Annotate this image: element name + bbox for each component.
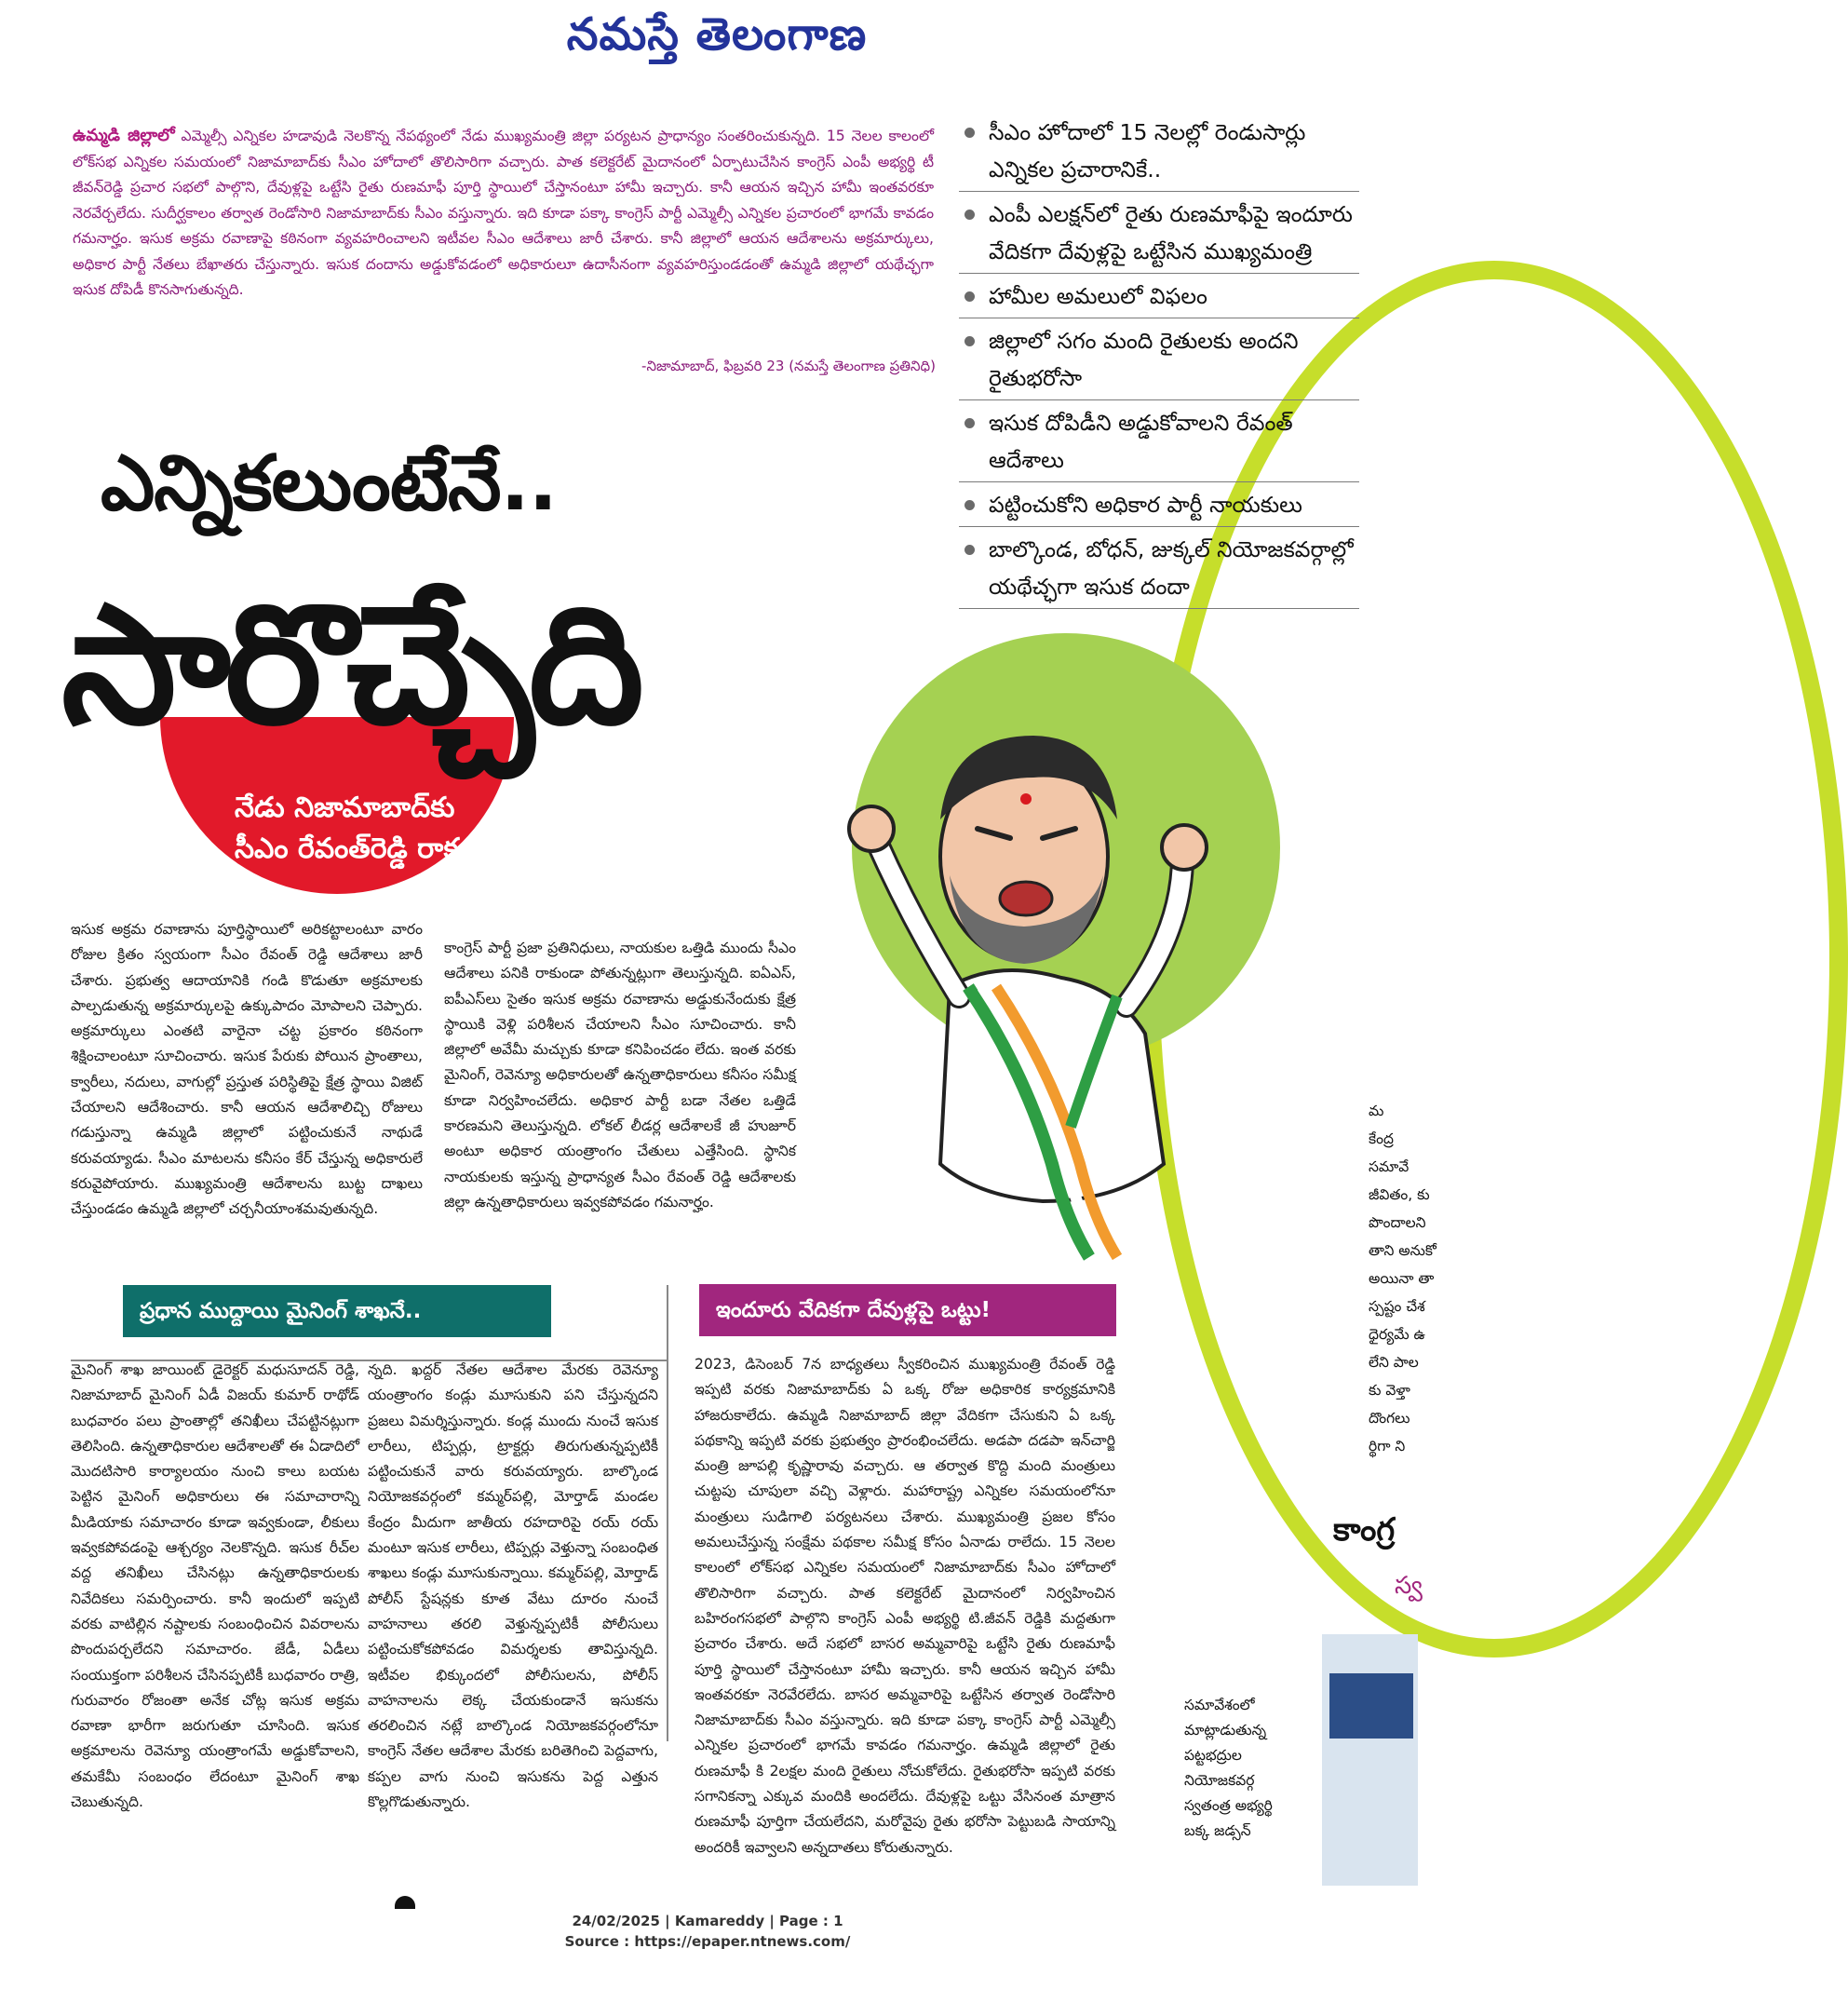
fragment-line: కేంద్ర [1369, 1130, 1394, 1147]
fragment-line: తాని అనుకో [1369, 1242, 1437, 1259]
fragment-line: అయినా తా [1369, 1270, 1435, 1287]
masthead-title: నమస్తే తెలంగాణ [566, 8, 868, 61]
dateline: -నిజామాబాద్, ఫిబ్రవరి 23 (నమస్తే తెలంగాణ ప్రతినిధి) [641, 358, 936, 374]
photo-caption: సమావేశంలో మాట్లాడుతున్న పట్టభద్రుల నియోజకవర్గ స్వతంత్ర అభ్యర్థి బక్క జడ్సన్ [1184, 1697, 1273, 1839]
subheadline [235, 788, 542, 870]
fragment-line: సమావే [1369, 1158, 1410, 1175]
headline-line-1: ఎన్నికలుంటేనే.. [101, 440, 557, 528]
fragment-line: దొంగలు [1369, 1410, 1410, 1427]
footer-source: Source : https://epaper.ntnews.com/ [564, 1933, 851, 1950]
highlight-item: సీఎం హోదాలో 15 నెలల్లో రెండుసార్లు ఎన్నికల ప్రచారానికే.. [959, 114, 1359, 192]
intro-lead: ఉమ్మడి జిల్లాలో [73, 126, 175, 145]
intro-paragraph [73, 123, 934, 304]
intro-body: ఎమ్మెల్సీ ఎన్నికల హడావుడి నెలకొన్న నేపథ్యంలో నేడు ముఖ్యమంత్రి జిల్లా పర్యటన ప్రాధాన్యం సంతరించుకున్నది. 15 నెలల కాలంలో లోక్‌సభ ఎన్నికల సమయంలో నిజామాబాద్‌కు సీఎం హోదాలో తొలిసారిగా వచ్చారు. పాత కలెక్టరేట్ మైదానంలో ఏర్పాటుచేసిన కాంగ్రెస్ ఎంపీ అభ్యర్థి టీ జీవన్‌రెడ్డి ప్రచార సభలో పాల్గొని, దేవుళ్లపై ఒట్టేసి రైతు రుణమాఫీ పూర్తి స్థాయిలో చేస్తానంటూ హామీ ఇచ్చారు. కానీ ఆయన ఇచ్చిన హామీ ఇంతవరకూ నెరవేర్చలేదు. సుదీర్ఘకాలం తర్వాత రెండోసారి నిజామాబాద్‌కు సీఎం వస్తున్నారు. ఇది కూడా పక్కా కాంగ్రెస్ పార్టీ ఎమ్మెల్సీ ఎన్నికల ప్రచారంలో భాగమే కావడం గమనార్హం. ఇసుక అక్రమ రవాణాపై కఠినంగా వ్యవహరించాలని ఇటీవల సీఎం ఆదేశాలు జారీ చేశారు. కానీ జిల్లాలో ఆయన ఆదేశాలను అక్రమార్కులు, అధికార పార్టీ నేతలు బేఖాతరు చేస్తున్నారు. ఇసుక దందాను అడ్డుకోవడంలో అధికారులూ ఉదాసీనంగా వ్యవహరిస్తుండడంతో ఉమ్మడి జిల్లాలో యథేచ్ఛగా ఇసుక దోపిడీ కొనసాగుతున్నది. [73, 128, 934, 298]
highlight-item: హామీల అమలులో విఫలం [959, 277, 1359, 318]
section-a-heading: ప్రధాన ముద్దాయి మైనింగ్ శాఖనే.. [123, 1285, 551, 1337]
event-photo [1322, 1634, 1418, 1886]
fragment-line: జీవితం, కు [1369, 1186, 1430, 1203]
highlight-item: పట్టించుకోని అధికార పార్టీ నాయకులు [959, 486, 1359, 527]
headline-line-2: సారొచ్చేది [61, 570, 639, 761]
page-footer [484, 1911, 931, 1952]
photo-banner [1329, 1673, 1413, 1739]
adjacent-story-subtitle: స్వ [1395, 1572, 1423, 1600]
subhead-line-2: సీఎం రేవంత్‌రెడ్డి రాక [235, 832, 459, 865]
subhead-line-1: నేడు నిజామాబాద్‌కు [235, 792, 455, 824]
fragment-line: స్పష్టం చేశ [1369, 1298, 1425, 1315]
fragment-line: మ [1369, 1103, 1384, 1119]
fragment-line: ధైర్యమే ఉ [1369, 1326, 1425, 1343]
column-divider [667, 1285, 668, 1741]
page-marker [395, 1896, 415, 1909]
article-column-1: ఇసుక అక్రమ రవాణాను పూర్తిస్థాయిలో అరికట్టాలంటూ వారం రోజుల క్రితం స్వయంగా సీఎం రేవంత్ రెడ్డి ఆదేశాలు జారీ చేశారు. ప్రభుత్వ ఆదాయానికి గండి కొడుతూ అక్రమాలకు పాల్పడుతున్న అక్రమార్కులపై ఉక్కుపాదం మోపాలని చెప్పారు. అక్రమార్కులు ఎంతటి వారైనా చట్ట ప్రకారం కఠినంగా శిక్షించాలంటూ సూచించారు. ఇసుక పేరుకు పోయిన ప్రాంతాలు, క్వారీలు, నదులు, వాగుల్లో ప్రస్తుత పరిస్థితిపై క్షేత్ర స్థాయి విజిట్ చేయాలని ఆదేశించారు. కానీ ఆయన ఆదేశాలిచ్చి రోజులు గడుస్తున్నా ఉమ్మడి జిల్లాలో పట్టించుకునే నాథుడే కరువయ్యాడు. సీఎం మాటలను కనీసం కేర్ చేస్తున్న అధికారులే కరువైపోయారు. ముఖ్యమంత్రి ఆదేశాలను బుట్ట దాఖలు చేస్తుండడం ఉమ్మడి జిల్లాలో చర్చనీయాంశమవుతున్నది. [71, 921, 423, 1218]
highlights-list [959, 114, 1359, 613]
highlight-item: బాల్కొండ, బోధన్, జుక్కల్ నియోజకవర్గాల్లో యథేచ్ఛగా ఇసుక దందా [959, 531, 1359, 609]
adjacent-story-title: కాంగ్ర [1333, 1511, 1396, 1549]
highlight-item: జిల్లాలో సగం మంది రైతులకు అందని రైతుభరోసా [959, 322, 1359, 400]
footer-edition: 24/02/2025 | Kamareddy | Page : 1 [572, 1913, 843, 1929]
adjacent-story-fragment [1369, 1097, 1437, 1460]
fragment-line: లేని పాల [1369, 1354, 1419, 1371]
section-a-column-2: న్నది. ఖద్దర్ నేతల ఆదేశాల మేరకు రెవెన్యూ యంత్రాంగం కండ్లు మూసుకుని పని చేస్తున్నదని ప్రజలు విమర్శిస్తున్నారు. కండ్ల ముందు నుంచే ఇసుక లారీలు, టిప్పర్లు, ట్రాక్టర్లు తిరుగుతున్నప్పటికీ పట్టించుకునే వారు కరువయ్యారు. బాల్కొండ నియోజకవర్గంలో కమ్మర్‌పల్లి, మోర్తాడ్ మండల కేంద్రం మీదుగా జాతీయ రహదారిపై రయ్ రయ్ మంటూ ఇసుక లారీలు, టిప్పర్లు వెళ్తున్నా సంబంధిత శాఖలు కండ్లు మూసుకున్నాయి. కమ్మర్‌పల్లి, మోర్తాడ్ పోలీస్ స్టేషన్లకు కూత వేటు దూరం నుంచే వాహనాలు తరలి వెళ్తున్నప్పటికీ పోలీసులు పట్టించుకోకపోవడం విమర్శలకు తావిస్తున్నది. ఇటీవల భిక్కుందలో పోలీసులను, పోలీస్ వాహనాలను లెక్క చేయకుండానే ఇసుకను తరలించిన నట్లే బాల్కొండ నియోజకవర్గంలోనూ కాంగ్రెస్ నేతల ఆదేశాల మేరకు బరితెగించి పెద్దవాగు, కప్పల వాగు నుంచి ఇసుకను పెద్ద ఎత్తున కొల్లగొడుతున్నారు. [368, 1361, 658, 1811]
highlight-item: ఇసుక దోపిడీని అడ్డుకోవాలని రేవంత్ ఆదేశాలు [959, 404, 1359, 482]
section-b-heading: ఇందూరు వేదికగా దేవుళ్లపై ఒట్టు! [699, 1284, 1116, 1336]
cartoon-illustration [810, 680, 1313, 1285]
fragment-line: ర్థిగా ని [1369, 1438, 1406, 1455]
article-column-2: కాంగ్రెస్ పార్టీ ప్రజా ప్రతినిధులు, నాయకుల ఒత్తిడి ముందు సీఎం ఆదేశాలు పనికి రాకుండా పోతున్నట్లుగా తెలుస్తున్నది. ఐఏఎస్, ఐపీఎస్‌లు సైతం ఇసుక అక్రమ రవాణాను అడ్డుకునేందుకు క్షేత్ర స్థాయికి వెళ్లి పరిశీలన చేయాలని సీఎం సూచించారు. కానీ జిల్లాలో అవేమీ మచ్చుకు కూడా కనిపించడం లేదు. ఇంత వరకు మైనింగ్, రెవెన్యూ అధికారులతో ఉన్నతాధికారులు కనీసం సమీక్ష కూడా నిర్వహించలేదు. అధికార పార్టీ బడా నేతల ఒత్తిడే కారణమని తెలుస్తున్నది. లోకల్ లీడర్ల ఆదేశాలకే జీ హుజూర్ అంటూ అధికార యంత్రాంగం చేతులు ఎత్తేసింది. స్థానిక నాయకులకు ఇస్తున్న ప్రాధాన్యత సీఎం రేవంత్ రెడ్డి ఆదేశాలకు జిల్లా ఉన్నతాధికారులు ఇవ్వకపోవడం గమనార్హం. [444, 940, 796, 1211]
fragment-line: కు వెళ్తా [1369, 1382, 1410, 1399]
highlight-item: ఎంపీ ఎలక్షన్‌లో రైతు రుణమాఫీపై ఇందూరు వేదికగా దేవుళ్లపై ఒట్టేసిన ముఖ్యమంత్రి [959, 196, 1359, 274]
fragment-line: పొందాలని [1369, 1214, 1426, 1231]
section-b-body: 2023, డిసెంబర్ 7న బాధ్యతలు స్వీకరించిన ముఖ్యమంత్రి రేవంత్ రెడ్డి ఇప్పటి వరకు నిజామాబాద్‌కు ఏ ఒక్క రోజు అధికారిక కార్యక్రమానికి హాజరుకాలేదు. ఉమ్మడి నిజామాబాద్ జిల్లా వేదికగా చేసుకుని ఏ ఒక్క పథకాన్ని ఇప్పటి వరకు ప్రభుత్వం ప్రారంభించలేదు. అడపా దడపా ఇన్‌చార్జి మంత్రి జూపల్లి కృష్ణారావు వచ్చారు. ఆ తర్వాత కొద్ది మంది మంత్రులు చుట్టపు చూపులా వచ్చి వెళ్లారు. మహారాష్ట్ర ఎన్నికల సమయంలోనూ మంత్రులు సుడిగాలి పర్యటనలు చేశారు. ముఖ్యమంత్రి ప్రజల కోసం అమలుచేస్తున్న సంక్షేమ పథకాల సమీక్ష కోసం ఏనాడు రాలేదు. 15 నెలల కాలంలో లోక్‌సభ ఎన్నికల సమయంలో నిజామాబాద్‌కు సీఎం హోదాలో తొలిసారిగా వచ్చారు. పాత కలెక్టరేట్ మైదానంలో నిర్వహించిన బహిరంగసభలో పాల్గొని కాంగ్రెస్ ఎంపీ అభ్యర్థి టి.జీవన్ రెడ్డికి మద్దతుగా ప్రచారం చేశారు. అదే సభలో బాసర అమ్మవారిపై ఒట్టేసి రైతు రుణమాఫీ పూర్తి స్థాయిలో చేస్తానంటూ హామీ ఇచ్చారు. కానీ ఆయన ఇచ్చిన హామీ ఇంతవరకూ నెరవేరలేదు. బాసర అమ్మవారిపై ఒట్టేసిన తర్వాత రెండోసారి నిజామాబాద్‌కు సీఎం వస్తున్నారు. ఇది కూడా పక్కా కాంగ్రెస్ పార్టీ ఎమ్మెల్సీ ఎన్నికల ప్రచారంలో భాగమే కావడం గమనార్హం. ఉమ్మడి జిల్లాలో రైతు రుణమాఫీ కి 2లక్షల మంది రైతులు నోచుకోలేదు. రైతుభరోసా ఇప్పటి వరకు సగానికన్నా ఎక్కువ మందికి అందలేదు. దేవుళ్లపై ఒట్టు వేసినంత మాత్రాన రుణమాఫీ పూర్తిగా చేయలేదని, మరోవైపు రైతు భరోసా పెట్టుబడి సాయాన్ని అందరికీ ఇవ్వాలని అన్నదాతలు కోరుతున్నారు. [695, 1356, 1115, 1856]
section-a-column-1: మైనింగ్ శాఖ జాయింట్ డైరెక్టర్ మధుసూదన్ రెడ్డి, నిజామాబాద్ మైనింగ్ ఏడీ విజయ్ కుమార్ రాథోడ్ బుధవారం పలు ప్రాంతాల్లో తనిఖీలు చేపట్టినట్లుగా తెలిసింది. ఉన్నతాధికారుల ఆదేశాలతో ఈ ఏడాదిలో మొదటిసారి కార్యాలయం నుంచి కాలు బయట పెట్టిన మైనింగ్ అధికారులు ఈ సమాచారాన్ని మీడియాకు సమాచారం కూడా ఇవ్వకుండా, లీకులు ఇవ్వకపోవడంపై ఆశ్చర్యం నెలకొన్నది. ఇసుక రీచ్‌ల వద్ద తనిఖీలు చేసినట్లు ఉన్నతాధికారులకు నివేదికలు సమర్పించారు. కానీ ఇందులో ఇప్పటి వరకు వాటిల్లిన నష్టాలకు సంబంధించిన వివరాలను పొందుపర్చలేదని సమాచారం. జేడీ, ఏడీలు సంయుక్తంగా పరిశీలన చేసినప్పటికీ బుధవారం రాత్రి, గురువారం రోజంతా అనేక చోట్ల ఇసుక అక్రమ రవాణా భారీగా జరుగుతూ చూసింది. ఇసుక అక్రమాలను రెవెన్యూ యంత్రాంగమే అడ్డుకోవాలని, తమకేమీ సంబంధం లేదంటూ మైనింగ్ శాఖ చెబుతున్నది. [71, 1361, 359, 1811]
